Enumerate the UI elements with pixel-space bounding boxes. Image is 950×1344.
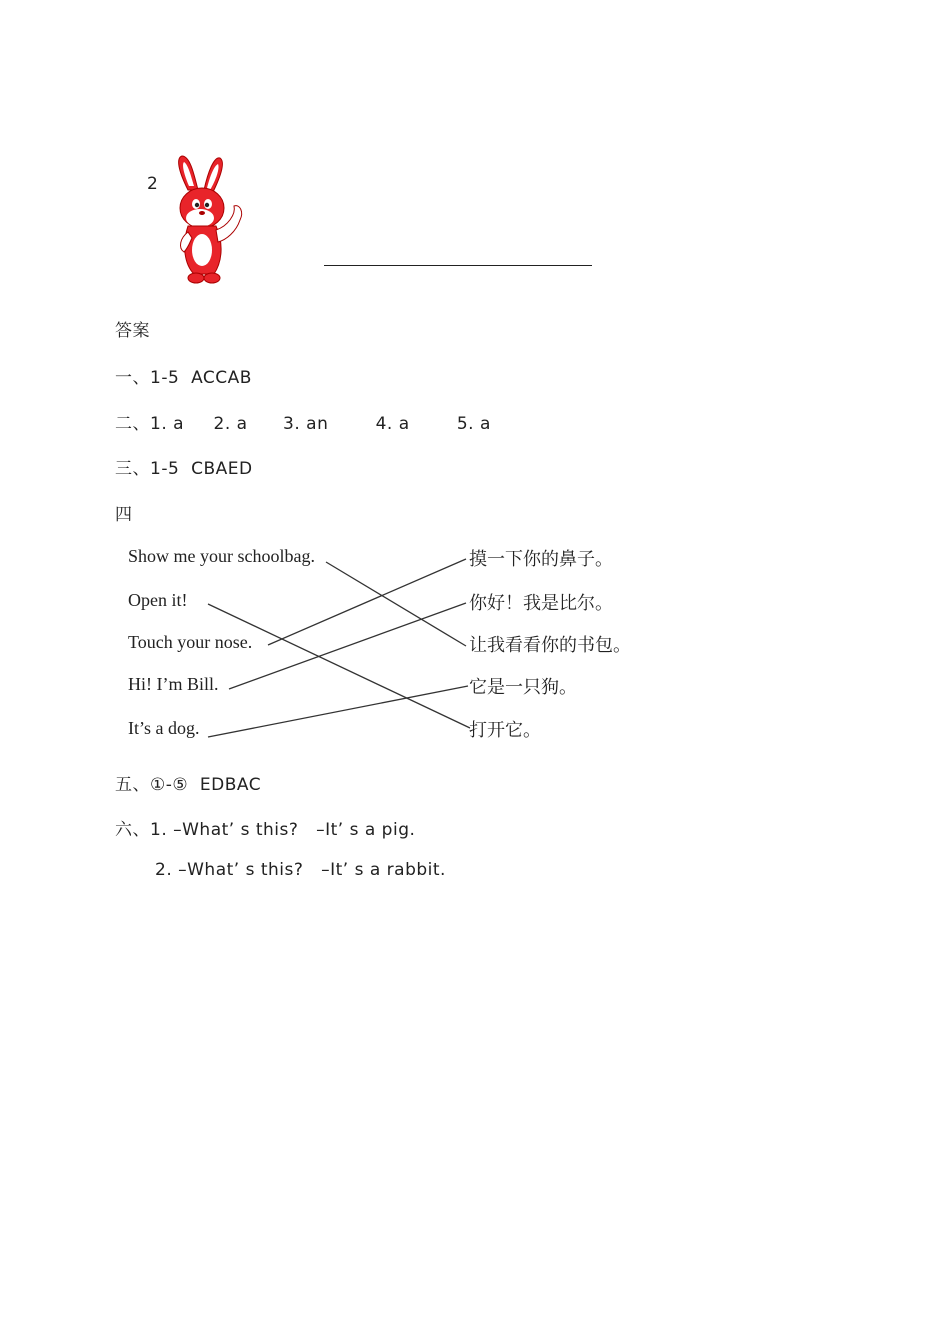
answer-section-6-line-1: 六、1. –What’ s this? –It’ s a pig. bbox=[115, 820, 416, 840]
answer-section-6-line-2: 2. –What’ s this? –It’ s a rabbit. bbox=[155, 860, 446, 880]
match-left-item: Hi! I’m Bill. bbox=[128, 674, 219, 694]
match-left-item: Touch your nose. bbox=[128, 632, 253, 652]
match-left-item: Open it! bbox=[128, 590, 188, 610]
match-right-item: 让我看看你的书包。 bbox=[469, 635, 631, 656]
match-right-item: 摸一下你的鼻子。 bbox=[469, 549, 613, 570]
match-left-item: Show me your schoolbag. bbox=[128, 546, 315, 566]
answer-section-3: 三、1-5 CBAED bbox=[115, 459, 253, 479]
match-right-item: 它是一只狗。 bbox=[469, 677, 577, 698]
match-right-item: 打开它。 bbox=[469, 720, 541, 741]
match-left-item: It’s a dog. bbox=[128, 718, 200, 738]
answer-section-4: 四 bbox=[115, 505, 133, 525]
match-connector-line bbox=[208, 686, 468, 737]
match-connector-line bbox=[208, 604, 470, 728]
answer-section-5: 五、①-⑤ EDBAC bbox=[115, 775, 262, 795]
question-number: 2 bbox=[147, 174, 159, 194]
answer-section-1: 一、1-5 ACCAB bbox=[115, 368, 252, 388]
match-right-item: 你好！我是比尔。 bbox=[469, 593, 613, 614]
answer-section-2: 二、1. a 2. a 3. an 4. a 5. a bbox=[115, 414, 491, 434]
answers-heading: 答案 bbox=[115, 321, 150, 341]
match-connector-line bbox=[268, 559, 466, 645]
match-connector-line bbox=[229, 603, 466, 689]
match-connector-line bbox=[326, 562, 466, 646]
